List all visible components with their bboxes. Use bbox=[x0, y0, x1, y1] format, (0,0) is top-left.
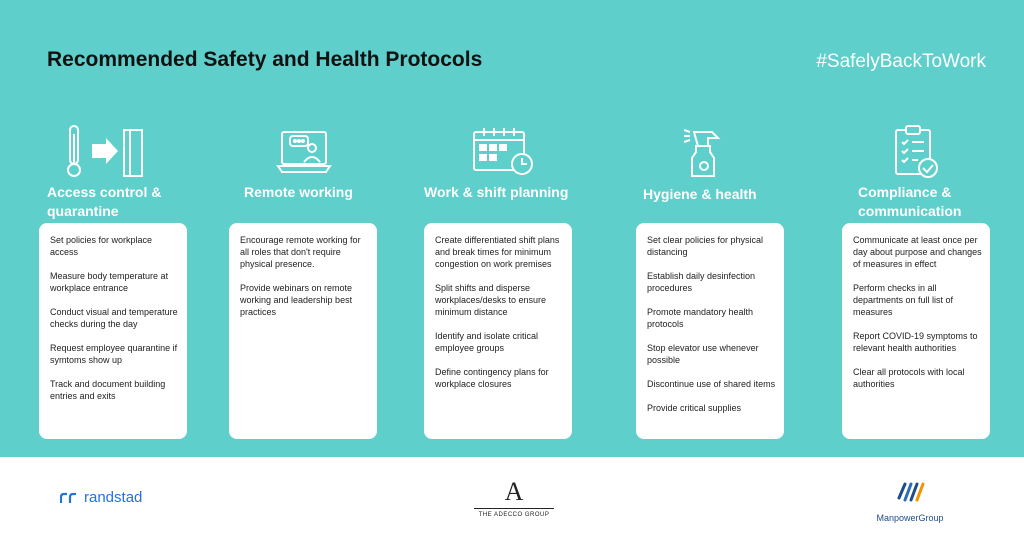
column-title-shift: Work & shift planning bbox=[424, 184, 569, 200]
list-item: Provide webinars on remote working and leadership best practices bbox=[240, 283, 353, 317]
list-item: Create differentiated shift plans and break times for minimum congestion on work premises bbox=[435, 235, 560, 269]
adecco-name: THE ADECCO GROUP bbox=[478, 512, 550, 518]
list-item: Clear all protocols with local authorities bbox=[853, 367, 965, 389]
card-access bbox=[39, 223, 187, 439]
adecco-divider bbox=[474, 508, 554, 509]
adecco-mark: A bbox=[504, 477, 524, 506]
page-title: Recommended Safety and Health Protocols bbox=[47, 48, 483, 71]
list-item: Encourage remote working for all roles that don't require physical presence. bbox=[240, 235, 361, 269]
column-title-compliance: Compliance & communication bbox=[858, 184, 962, 219]
list-item: Communicate at least once per day about purpose and changes of measures in effect bbox=[853, 235, 982, 269]
list-item: Stop elevator use whenever possible bbox=[647, 343, 759, 365]
calendar-clock-icon bbox=[472, 126, 536, 178]
list-item: Define contingency plans for workplace closures bbox=[435, 367, 549, 389]
card-compliance bbox=[842, 223, 990, 439]
column-title-hygiene: Hygiene & health bbox=[643, 186, 757, 202]
list-item: Measure body temperature at workplace entrance bbox=[50, 271, 169, 293]
list-item: Track and document building entries and exits bbox=[50, 379, 166, 401]
list-item: Request employee quarantine if symtoms show up bbox=[50, 343, 178, 365]
column-title-remote: Remote working bbox=[244, 184, 353, 200]
spray-bottle-icon bbox=[682, 124, 728, 180]
list-item: Conduct visual and temperature checks during the day bbox=[50, 307, 178, 329]
randstad-logo bbox=[60, 489, 142, 506]
card-remote bbox=[229, 223, 377, 439]
card-shift bbox=[424, 223, 572, 439]
list-item: Provide critical supplies bbox=[647, 403, 742, 413]
list-item: Split shifts and disperse workplaces/desks to ensure minimum distance bbox=[435, 283, 547, 317]
thermometer-door-icon bbox=[66, 124, 148, 180]
randstad-mark-icon bbox=[60, 492, 78, 504]
randstad-name: randstad bbox=[84, 489, 143, 506]
hashtag: #SafelyBackToWork bbox=[816, 51, 986, 72]
manpower-mark-icon bbox=[895, 480, 925, 504]
list-item: Set clear policies for physical distancing bbox=[647, 235, 764, 257]
list-item: Identify and isolate critical employee groups bbox=[435, 331, 539, 353]
adecco-logo bbox=[474, 478, 554, 518]
card-hygiene bbox=[636, 223, 784, 439]
laptop-chat-icon bbox=[276, 126, 332, 176]
list-item: Set policies for workplace access bbox=[50, 235, 153, 257]
list-item: Establish daily desinfection procedures bbox=[647, 271, 756, 293]
list-item: Perform checks in all departments on full list of measures bbox=[853, 283, 954, 317]
manpower-name: ManpowerGroup bbox=[876, 513, 944, 523]
list-item: Discontinue use of shared items bbox=[647, 379, 776, 389]
manpower-logo bbox=[860, 480, 960, 523]
clipboard-check-icon bbox=[894, 124, 940, 180]
list-item: Promote mandatory health protocols bbox=[647, 307, 754, 329]
list-item: Report COVID-19 symptoms to relevant health authorities bbox=[853, 331, 978, 353]
column-title-access: Access control & quarantine bbox=[47, 184, 162, 219]
